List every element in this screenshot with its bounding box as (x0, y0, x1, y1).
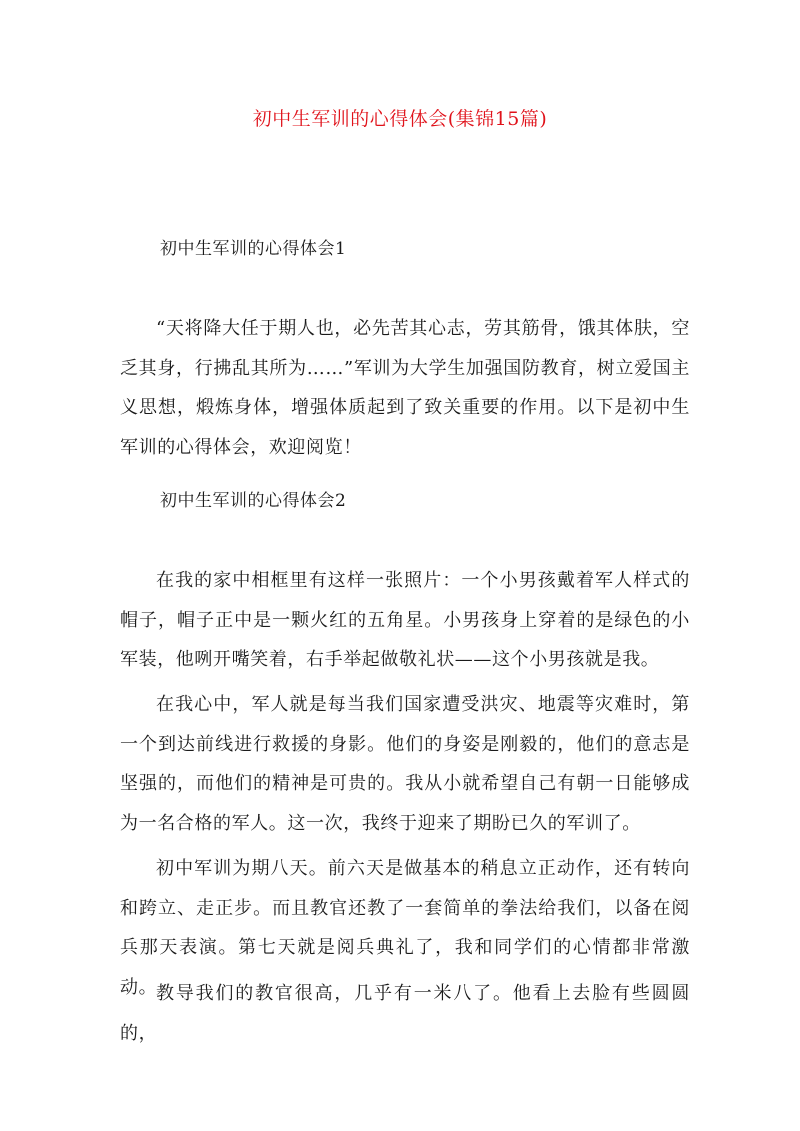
paragraph: 在我的家中相框里有这样一张照片：一个小男孩戴着军人样式的帽子，帽子正中是一颗火红的五角星。小男孩身上穿着的是绿色的小军装，他咧开嘴笑着，右手举起做敬礼状——这个小男孩就是我。 (120, 570, 690, 670)
section-heading-1: 初中生军训的心得体会1 (160, 239, 347, 259)
document-title: 初中生军训的心得体会(集锦15篇) (252, 108, 548, 130)
paragraph: 初中军训为期八天。前六天是做基本的稍息立正动作，还有转向和跨立、走正步。而且教官还教了一套简单的拳法给我们，以备在阅兵那天表演。第七天就是阅兵典礼了，我和同学们的心情都非常激动。 (120, 858, 690, 998)
paragraph: 教导我们的教官很高，几乎有一米八了。他看上去脸有些圆圆的， (120, 983, 690, 1044)
paragraph: 在我心中，军人就是每当我们国家遭受洪灾、地震等灾难时，第一个到达前线进行救援的身影。他们的身姿是刚毅的，他们的意志是坚强的，而他们的精神是可贵的。我从小就希望自己有朝一日能够成为一名合格的军人。这一次，我终于迎来了期盼已久的军训了。 (120, 694, 690, 834)
section-heading-2: 初中生军训的心得体会2 (160, 491, 347, 511)
paragraph: “天将降大任于期人也，必先苦其心志，劳其筋骨，饿其体肤，空乏其身，行拂乱其所为……”军训为大学生加强国防教育，树立爱国主义思想，煅炼身体，增强体质起到了致关重要的作用。以下是初中生军训的心得体会，欢迎阅览！ (120, 318, 690, 458)
